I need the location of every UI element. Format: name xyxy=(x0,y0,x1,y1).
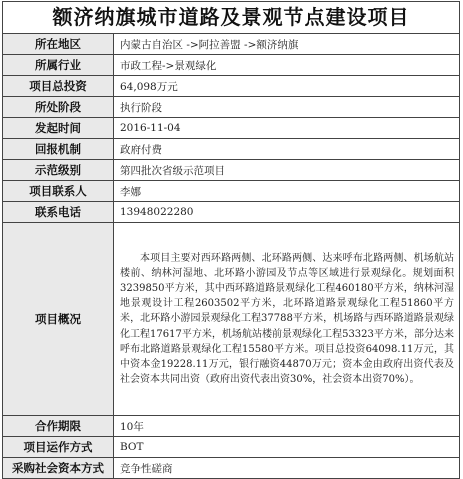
row-overview xyxy=(3,223,460,416)
procurement-label: 采购社会资本方式 xyxy=(3,458,114,479)
stage-value: 执行阶段 xyxy=(114,97,460,118)
overview-label: 项目概况 xyxy=(3,223,114,416)
row-industry xyxy=(3,55,460,76)
procurement-value: 竞争性磋商 xyxy=(114,458,460,479)
row-investment xyxy=(3,76,460,97)
row-region xyxy=(3,34,460,55)
operation-mode-label: 项目运作方式 xyxy=(3,437,114,458)
industry-label: 所属行业 xyxy=(3,55,114,76)
region-value: 内蒙古自治区 ->阿拉善盟 ->额济纳旗 xyxy=(114,34,460,55)
row-operation-mode xyxy=(3,437,460,458)
return-mechanism-label: 回报机制 xyxy=(3,139,114,160)
launch-time-label: 发起时间 xyxy=(3,118,114,139)
demo-level-label: 示范级别 xyxy=(3,160,114,181)
contact-label: 项目联系人 xyxy=(3,181,114,202)
overview-text: 本项目主要对西环路两侧、北环路两侧、达来呼布北路两侧、机场航站楼前、纳林河湿地、北环路小游园及节点等区域进行景观绿化。规划面积3239850平方米，其中西环路道路景观绿化工程460180平方米，纳林河湿地景观设计工程2603502平方米，北环路道路景观绿化工程51860平方米，北环路小游园景观绿化工程37788平方米，机场路与西环路道路景观绿化工程17617平方米，机场航站楼前景观绿化工程53323平方米，部分达来呼布北路道路景观绿化工程15580平方米。项目总投资64098.11万元，其中资本金19228.11万元，银行融资44870万元；资本金由政府出资代表及社会资本共同出资（政府出资代表出资30%，社会资本出资70%）。 xyxy=(114,223,460,416)
row-contact xyxy=(3,181,460,202)
investment-label: 项目总投资 xyxy=(3,76,114,97)
phone-label: 联系电话 xyxy=(3,202,114,223)
operation-mode-value: BOT xyxy=(114,437,460,458)
row-demo-level xyxy=(3,160,460,181)
launch-time-value: 2016-11-04 xyxy=(114,118,460,139)
row-term xyxy=(3,416,460,437)
row-phone xyxy=(3,202,460,223)
region-label: 所在地区 xyxy=(3,34,114,55)
industry-value: 市政工程->景观绿化 xyxy=(114,55,460,76)
row-procurement xyxy=(3,458,460,479)
stage-label: 所处阶段 xyxy=(3,97,114,118)
row-return-mechanism xyxy=(3,139,460,160)
row-launch-time xyxy=(3,118,460,139)
project-info-document xyxy=(2,1,460,477)
project-info-table xyxy=(2,33,460,479)
term-label: 合作期限 xyxy=(3,416,114,437)
document-title: 额济纳旗城市道路及景观节点建设项目 xyxy=(2,1,460,33)
row-stage xyxy=(3,97,460,118)
phone-value: 13948022280 xyxy=(114,202,460,223)
contact-value: 李娜 xyxy=(114,181,460,202)
term-value: 10年 xyxy=(114,416,460,437)
return-mechanism-value: 政府付费 xyxy=(114,139,460,160)
demo-level-value: 第四批次省级示范项目 xyxy=(114,160,460,181)
investment-value: 64,098万元 xyxy=(114,76,460,97)
